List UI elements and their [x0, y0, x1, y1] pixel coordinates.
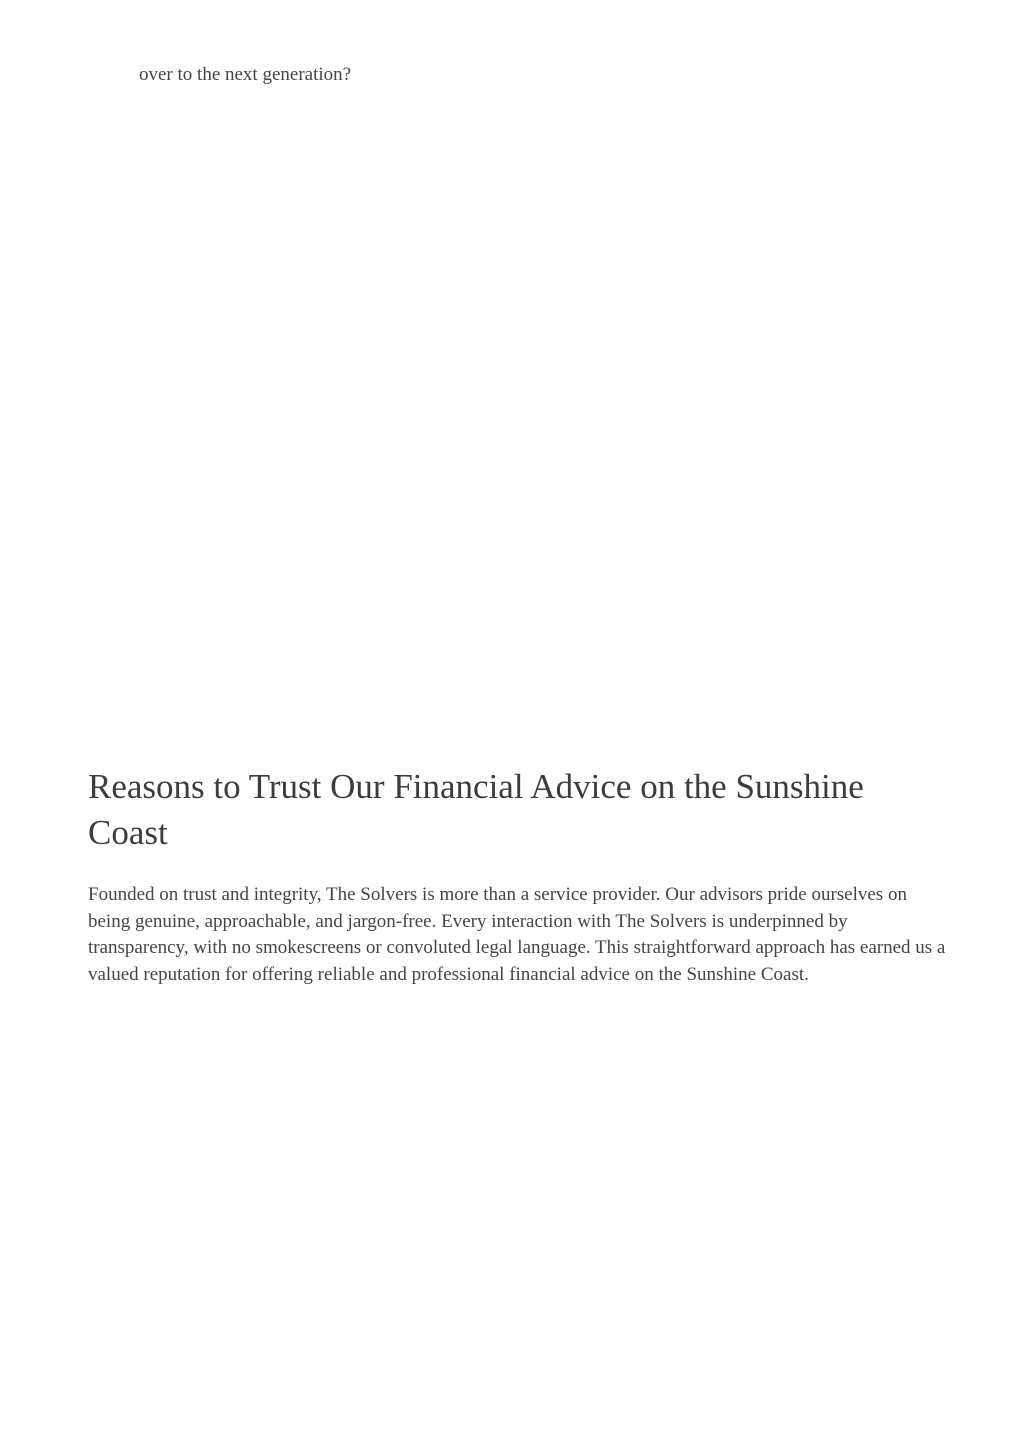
trust-section	[88, 764, 948, 988]
section-heading: Reasons to Trust Our Financial Advice on the Sunshine Coast	[88, 767, 864, 852]
continued-paragraph-line: over to the next generation?	[139, 64, 352, 85]
section-body-paragraph: Founded on trust and integrity, The Solvers is more than a service provider. Our advisors pride ourselves on being genuine, approachable, and jargon-free. Every interaction with The Solvers is underpinned by transparency, with no smokescreens or convoluted legal language. This straightforward approach has earned us a valued reputation for offering reliable and professional financial advice on the Sunshine Coast.	[88, 884, 946, 985]
